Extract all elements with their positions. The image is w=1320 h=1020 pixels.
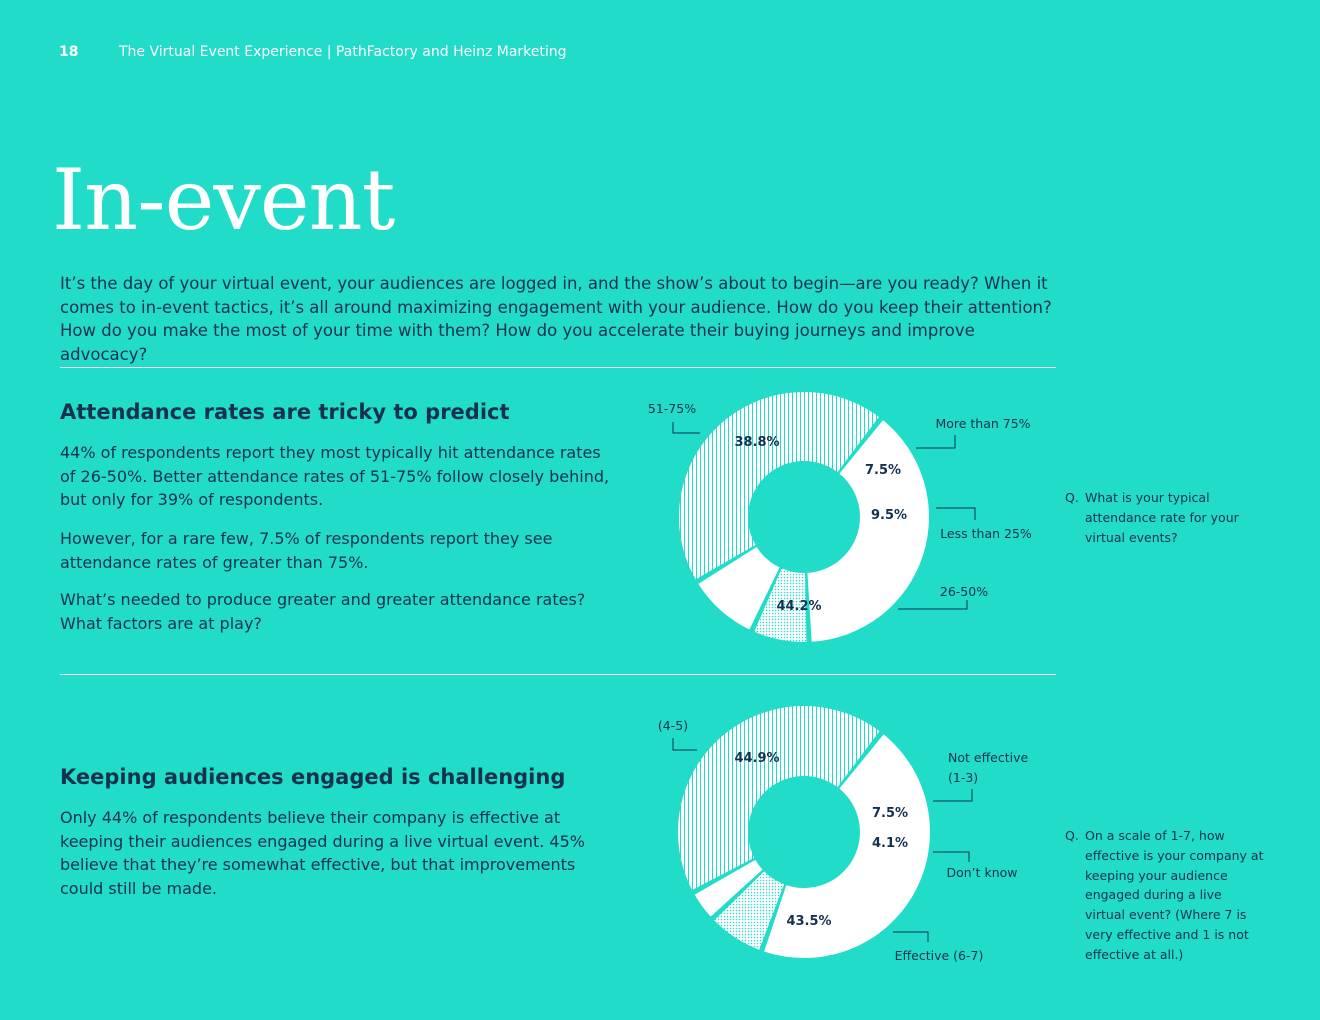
slice-category-label: More than 75% [935, 416, 1031, 431]
leader-line [673, 738, 697, 750]
attendance-donut-chart [648, 392, 1032, 642]
leader-line [673, 422, 700, 433]
page-number: 18 [59, 44, 79, 60]
leader-line [936, 508, 975, 520]
slice-value-label: 7.5% [864, 463, 902, 478]
section1-paragraph-2: However, for a rare few, 7.5% of respondents report they see attendance rates of greater than 75%. [60, 529, 553, 572]
question-text: On a scale of 1-7, how effective is your company at keeping your audience engaged during a live virtual event? (Where 7 is very effective and 1 is not effective at all.) [1085, 828, 1264, 962]
engagement-donut-chart [658, 706, 1029, 963]
leader-line [933, 852, 969, 862]
slice-category-label: 51-75% [647, 401, 697, 416]
slice-category-label: Effective (6-7) [894, 948, 984, 963]
slice-value-label: 4.1% [871, 836, 909, 851]
question-text: What is your typical attendance rate for your virtual events? [1085, 490, 1239, 545]
leader-line [933, 789, 972, 801]
slice-value-label: 7.5% [871, 806, 909, 821]
publication-title: The Virtual Event Experience | PathFactory and Heinz Marketing [119, 44, 567, 60]
slice-value-label: 44.2% [776, 599, 822, 614]
question-prefix: Q. [1065, 828, 1079, 843]
intro-paragraph: It’s the day of your virtual event, your audiences are logged in, and the show’s about to begin—are you ready? When it comes to in-event tactics, it’s all around maximizing engagement with your audience. How do you keep their attention? How do you make the most of your time with them? How do you accelerate their buying journeys and improve advocacy? [60, 274, 1052, 364]
slice-value-label: 44.9% [734, 751, 780, 766]
section2-heading: Keeping audiences engaged is challenging [60, 765, 566, 789]
slice-value-label: 38.8% [734, 435, 780, 450]
page-title: In-event [52, 151, 395, 249]
leader-line [893, 932, 928, 942]
slice-category-label: (1-3) [948, 770, 979, 785]
leader-line [916, 435, 955, 448]
slice-category-label: Not effective [948, 750, 1029, 765]
section1-paragraph-1: 44% of respondents report they most typically hit attendance rates of 26-50%. Better attendance rates of 51-75% follow closely behind, but only for 39% of respondents. [60, 443, 610, 509]
slice-value-label: 9.5% [870, 508, 908, 523]
slice-category-label: (4-5) [657, 718, 689, 733]
slice-value-label: 43.5% [786, 914, 832, 929]
question-prefix: Q. [1065, 490, 1079, 505]
slice-category-label: 26-50% [939, 584, 989, 599]
slice-category-label: Less than 25% [940, 526, 1032, 541]
slice-category-label: Don’t know [946, 865, 1018, 880]
section1-paragraph-3: What’s needed to produce greater and greater attendance rates? What factors are at play? [60, 590, 586, 633]
section2-paragraph-1: Only 44% of respondents believe their company is effective at keeping their audiences engaged during a live virtual event. 45% believe that they’re somewhat effective, but that improvements could still be made. [60, 808, 585, 898]
leader-line [898, 600, 967, 609]
section1-heading: Attendance rates are tricky to predict [60, 400, 510, 424]
